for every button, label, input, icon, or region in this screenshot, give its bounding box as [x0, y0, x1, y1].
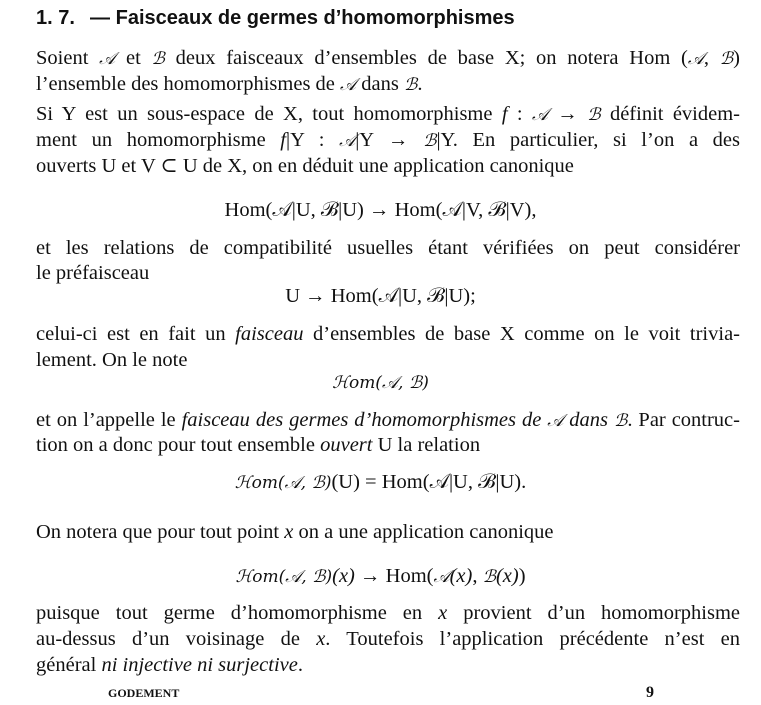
paragraph-line: l’ensemble des homomorphismes de 𝒜 dans ℬ. — [36, 73, 423, 95]
paragraph-line: lement. On le note — [36, 349, 188, 371]
paragraph-line: et les relations de compatibilité usuelles étant vérifiées on peut considérer — [36, 237, 740, 259]
paragraph-line: Soient 𝒜 et ℬ deux faisceaux d’ensembles de base X; on notera Hom (𝒜, ℬ) — [36, 47, 740, 69]
paragraph-line: le préfaisceau — [36, 262, 150, 284]
footer-author: GODEMENT — [108, 686, 180, 700]
paragraph-line: celui-ci est en fait un faisceau d’ensembles de base X comme on le voit trivia- — [36, 323, 740, 345]
display-formula: Hom(𝒜|U, ℬ|U) → Hom(𝒜|V, ℬ|V), — [224, 199, 537, 221]
display-formula: ℋom(𝒜, ℬ)(U) = Hom(𝒜|U, ℬ|U). — [234, 471, 527, 493]
paragraph-line: et on l’appelle le faisceau des germes d’homomorphismes de 𝒜 dans ℬ. Par contruc- — [36, 409, 740, 431]
paragraph-line: tion on a donc pour tout ensemble ouvert U la relation — [36, 434, 481, 456]
paragraph-line: puisque tout germe d’homomorphisme en x provient d’un homomorphisme — [36, 602, 740, 624]
paragraph-line: général ni injective ni surjective. — [36, 654, 303, 676]
section-heading — [36, 6, 740, 30]
display-formula: ℋom(𝒜, ℬ) — [332, 373, 429, 393]
display-formula: U → Hom(𝒜|U, ℬ|U); — [285, 285, 476, 307]
paragraph-line: Si Y est un sous-espace de X, tout homomorphisme f : 𝒜 → ℬ définit évidem- — [36, 103, 740, 125]
page-number: 9 — [646, 684, 654, 701]
paragraph-line: On notera que pour tout point x on a une application canonique — [36, 521, 554, 543]
section-title: — Faisceaux de germes d’homomorphismes — [90, 7, 515, 29]
section-number: 1. 7. — [36, 7, 75, 29]
display-formula: ℋom(𝒜, ℬ)(x) → Hom(𝒜(x), ℬ(x)) — [235, 565, 526, 587]
paragraph-line: ouverts U et V ⊂ U de X, on en déduit une application canonique — [36, 155, 574, 177]
paragraph-line: ment un homomorphisme f|Y : 𝒜|Y → ℬ|Y. En particulier, si l’on a des — [36, 129, 740, 151]
paragraph-line: au-dessus d’un voisinage de x. Toutefois l’application précédente n’est en — [36, 628, 740, 650]
